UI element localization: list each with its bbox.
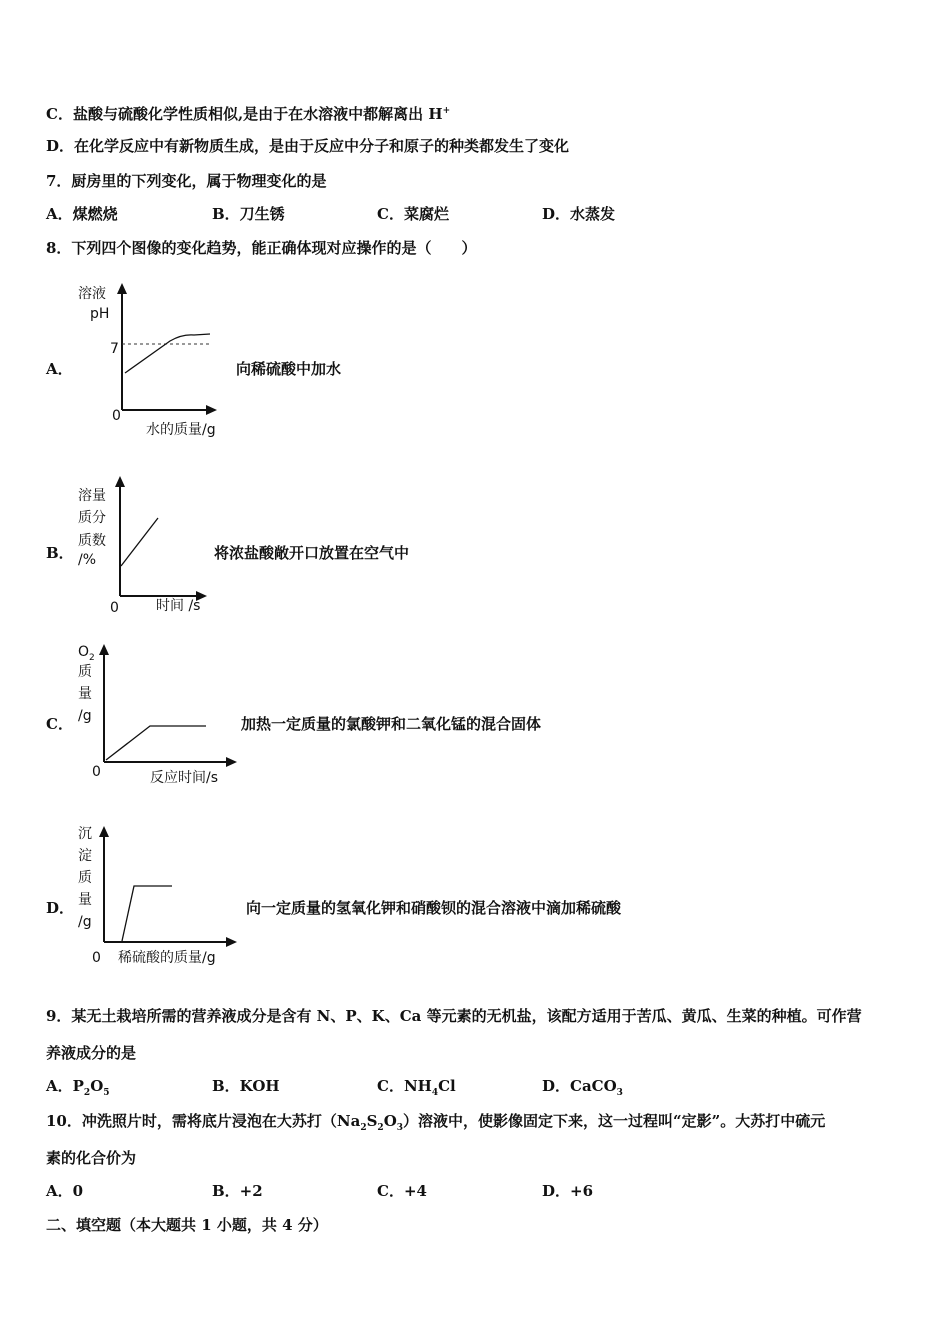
q9-option-b: B．KOH	[212, 1077, 280, 1095]
q8-graph-b	[70, 470, 220, 620]
graph-c-ylabel-1: $O_2$	[78, 644, 95, 663]
graph-b-line	[121, 518, 158, 566]
q8-b-letter: B．	[46, 544, 74, 562]
q10-option-c: C．+4	[377, 1182, 427, 1200]
graph-b-ylabel-4: /%	[78, 552, 97, 568]
graph-c-x-arrow	[226, 757, 237, 767]
q9-option-a: A．$P_2O_5$	[46, 1077, 110, 1098]
graph-b-ylabel-1: 溶量	[78, 488, 106, 504]
graph-b-xlabel: 时间 /s	[156, 598, 201, 614]
graph-d-x-arrow	[226, 937, 237, 947]
graph-a-x-arrow	[206, 405, 217, 415]
q10-option-a: A．0	[46, 1182, 84, 1200]
graph-c-origin: 0	[92, 764, 101, 780]
graph-d-ylabel-4: 量	[78, 892, 92, 908]
q6-option-c	[46, 101, 450, 124]
graph-d-ylabel-5: /g	[78, 914, 92, 930]
q8-graph-c	[70, 638, 245, 790]
q8-a-desc: 向稀硫酸中加水	[236, 360, 342, 378]
q7-option-c: C．菜腐烂	[377, 205, 449, 223]
q7-option-a: A．煤燃烧	[46, 205, 118, 223]
q6-option-d: D．在化学反应中有新物质生成，是由于反应中分子和原子的种类都发生了变化	[46, 137, 570, 155]
graph-a-ytick-7: 7	[110, 341, 119, 357]
graph-c-line	[106, 726, 206, 760]
graph-a-ylabel-2: pH	[90, 306, 110, 322]
q8-d-desc: 向一定质量的氢氧化钾和硝酸钡的混合溶液中滴加稀硫酸	[246, 899, 622, 917]
q7-option-d: D．水蒸发	[542, 205, 616, 223]
graph-a-curve	[125, 334, 210, 373]
graph-b-ylabel-2: 质分	[78, 510, 106, 526]
q8-b-desc: 将浓盐酸敞开口放置在空气中	[214, 544, 410, 562]
q9-option-c: C．$NH_4Cl$	[377, 1077, 456, 1098]
q6-option-c-text: C．盐酸与硫酸化学性质相似,是由于在水溶液中都解离出 H	[46, 105, 443, 123]
q8-d-letter: D．	[46, 899, 75, 917]
section-2-heading: 二、填空题（本大题共 1 小题，共 4 分）	[46, 1216, 328, 1234]
graph-a-xlabel: 水的质量/g	[146, 422, 216, 438]
graph-b-y-arrow	[115, 476, 125, 487]
q9-stem-line1: 9．某无土栽培所需的营养液成分是含有 N、P、K、Ca 等元素的无机盐，该配方适用于苦瓜、黄瓜、生菜的种植。可作营	[46, 1007, 862, 1025]
graph-d-line	[122, 886, 172, 941]
graph-c-ylabel-4: /g	[78, 708, 92, 724]
graph-d-origin: 0	[92, 950, 101, 966]
graph-c-y-arrow	[99, 644, 109, 655]
graph-a-origin: 0	[112, 408, 121, 424]
q8-c-letter: C．	[46, 715, 73, 733]
q9-option-d: D．CaCO$_3$	[542, 1077, 623, 1098]
q8-graph-d	[70, 820, 245, 970]
q7-stem: 7．厨房里的下列变化，属于物理变化的是	[46, 172, 327, 190]
graph-b-origin: 0	[110, 600, 119, 616]
q8-stem: 8．下列四个图像的变化趋势，能正确体现对应操作的是（ ）	[46, 239, 477, 257]
q10-stem-line1: 10．冲洗照片时，需将底片浸泡在大苏打$(Na_2S_2O_3)$溶液中，使影像固定下来，这一过程叫“定影”。大苏打中硫元	[46, 1112, 826, 1133]
graph-c-ylabel-3: 量	[78, 686, 92, 702]
graph-c-ylabel-2: 质	[78, 664, 92, 680]
q8-a-letter: A．	[46, 360, 73, 378]
q10-option-d: D．+6	[542, 1182, 594, 1200]
q8-c-desc: 加热一定质量的氯酸钾和二氧化锰的混合固体	[241, 715, 542, 733]
graph-c-xlabel: 反应时间/s	[150, 770, 219, 786]
q9-stem-line2: 养液成分的是	[46, 1044, 137, 1062]
graph-a-y-arrow	[117, 283, 127, 294]
q10-stem-line2: 素的化合价为	[46, 1149, 137, 1167]
graph-a-ylabel-1: 溶液	[78, 286, 106, 302]
q7-option-b: B．刀生锈	[212, 205, 285, 223]
graph-b-ylabel-3: 质数	[78, 533, 106, 549]
graph-d-ylabel-2: 淀	[78, 848, 92, 864]
graph-d-ylabel-3: 质	[78, 870, 92, 886]
graph-d-ylabel-1: 沉	[78, 826, 92, 842]
graph-d-y-arrow	[99, 826, 109, 837]
q8-graph-a	[70, 278, 240, 443]
q6-option-c-superscript: +	[442, 106, 451, 116]
graph-d-xlabel: 稀硫酸的质量/g	[118, 950, 216, 966]
q10-option-b: B．+2	[212, 1182, 263, 1200]
